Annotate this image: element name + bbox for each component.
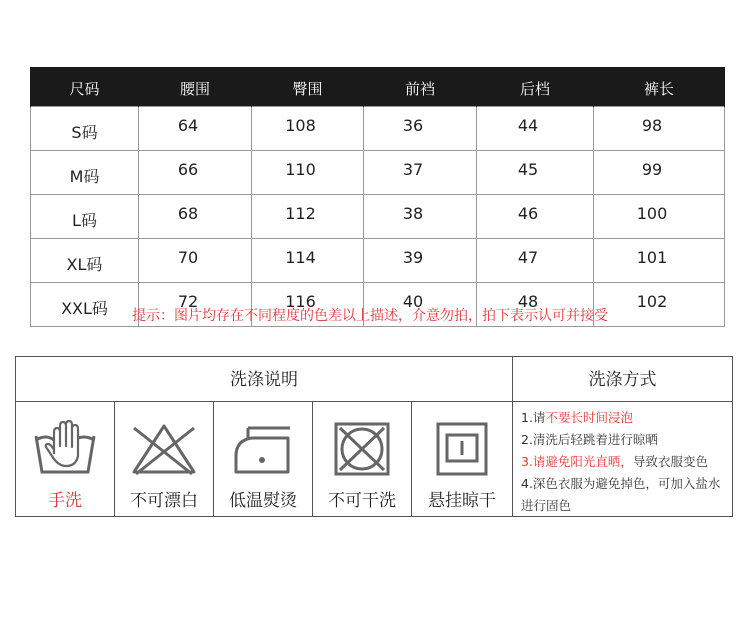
method-item-1 — [521, 407, 729, 429]
hang-dry-label: 悬挂晾干 — [428, 491, 496, 511]
header-size: 尺码 — [31, 67, 139, 107]
value-cell: 38 — [364, 195, 477, 239]
method-3-text: 导致衣服变色 — [632, 454, 708, 469]
value-cell: 47 — [477, 239, 594, 283]
value-cell: 116 — [252, 283, 364, 327]
wash-symbol-no-bleach — [115, 402, 214, 516]
table-row — [31, 239, 725, 283]
hang-dry-icon — [434, 420, 490, 478]
value-cell: 64 — [139, 107, 252, 151]
method-3-highlight: 3.请避免阳光直晒， — [521, 454, 633, 469]
value-cell: 70 — [139, 239, 252, 283]
value-cell: 112 — [252, 195, 364, 239]
method-item-4: 4.深色衣服为避免掉色，可加入盐水进行固色 — [521, 476, 721, 513]
header-hip: 臀围 — [252, 67, 364, 107]
size-cell: S码 — [31, 107, 139, 151]
no-dry-clean-icon — [331, 420, 393, 478]
table-row — [31, 107, 725, 151]
wash-symbol-hand-wash — [16, 402, 115, 516]
method-1-text: 1.请 — [521, 410, 546, 425]
value-cell: 68 — [139, 195, 252, 239]
table-row — [31, 195, 725, 239]
value-cell: 37 — [364, 151, 477, 195]
size-cell: L码 — [31, 195, 139, 239]
no-bleach-icon — [128, 420, 200, 478]
header-waist: 腰围 — [139, 67, 252, 107]
value-cell: 36 — [364, 107, 477, 151]
no-bleach-label: 不可漂白 — [130, 491, 198, 511]
header-length: 裤长 — [594, 67, 725, 107]
size-cell: XXL码 — [31, 283, 139, 327]
low-iron-label: 低温熨烫 — [229, 491, 297, 511]
wash-methods-list — [521, 407, 729, 517]
value-cell: 100 — [594, 195, 725, 239]
hand-wash-label: 手洗 — [48, 491, 82, 511]
value-cell: 101 — [594, 239, 725, 283]
header-front-rise: 前裆 — [364, 67, 477, 107]
value-cell: 66 — [139, 151, 252, 195]
value-cell: 46 — [477, 195, 594, 239]
value-cell: 110 — [252, 151, 364, 195]
table-row — [31, 151, 725, 195]
size-cell: M码 — [31, 151, 139, 195]
size-cell: XL码 — [31, 239, 139, 283]
low-iron-icon — [230, 420, 296, 478]
value-cell: 102 — [594, 283, 725, 327]
wash-symbol-low-iron — [214, 402, 313, 516]
value-cell: 98 — [594, 107, 725, 151]
value-cell: 40 — [364, 283, 477, 327]
wash-methods-title: 洗涤方式 — [588, 370, 657, 390]
method-item-3 — [521, 451, 729, 473]
value-cell: 44 — [477, 107, 594, 151]
no-dry-clean-label: 不可干洗 — [328, 491, 396, 511]
value-cell: 114 — [252, 239, 364, 283]
value-cell: 45 — [477, 151, 594, 195]
method-1-highlight: 不要长时间浸泡 — [545, 410, 633, 425]
header-back-rise: 后档 — [477, 67, 594, 107]
size-table-header — [31, 67, 725, 107]
wash-symbol-hang-dry — [412, 402, 513, 516]
wash-instructions-title: 洗涤说明 — [16, 357, 513, 401]
value-cell: 99 — [594, 151, 725, 195]
wash-header — [16, 357, 732, 402]
value-cell: 48 — [477, 283, 594, 327]
wash-instructions-box — [15, 356, 733, 517]
method-item-2: 2.清洗后轻跳着进行晾晒 — [521, 432, 658, 447]
size-table — [30, 67, 725, 327]
value-cell: 39 — [364, 239, 477, 283]
color-difference-tip: 提示：图片均存在不同程度的色差以上描述，介意勿拍，拍下表示认可并接受 — [132, 308, 608, 324]
hand-wash-icon — [32, 420, 98, 478]
value-cell: 72 — [139, 283, 252, 327]
value-cell: 108 — [252, 107, 364, 151]
wash-symbol-no-dry-clean — [313, 402, 412, 516]
